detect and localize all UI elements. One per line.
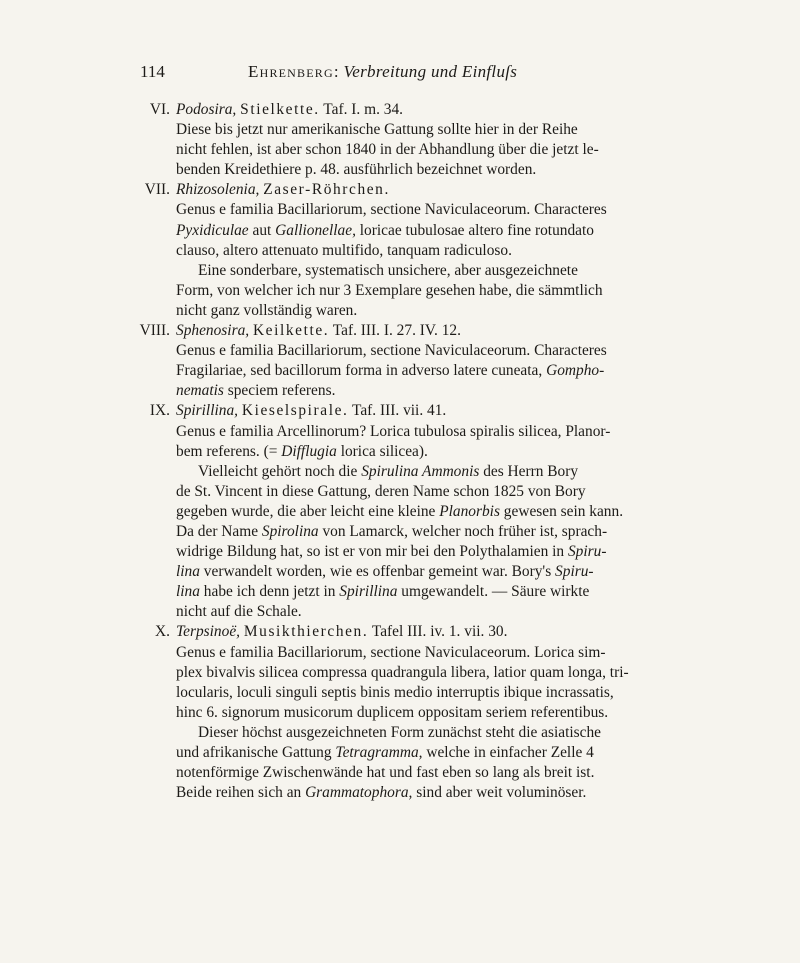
taxon-name: Spiru- [567, 543, 607, 561]
page-number: 114 [140, 62, 165, 81]
running-title [248, 62, 517, 82]
text-line [140, 723, 700, 743]
entry [140, 622, 700, 803]
taxon-name: Gompho- [546, 362, 605, 380]
text-line [140, 361, 700, 381]
taxon-name: Spirulina Ammonis [361, 462, 480, 480]
common-name: Zaser-Röhrchen. [263, 181, 390, 199]
header-colon: : [333, 62, 339, 81]
entry-heading [140, 622, 700, 642]
text-line [140, 763, 700, 783]
author-name: Ehrenberg [248, 62, 334, 81]
text-line [140, 301, 700, 321]
entry-number: IX. [149, 402, 170, 420]
taxon-name: Spirillina [339, 583, 398, 601]
entry-number: X. [155, 623, 170, 641]
taxon-name: Difflugia [281, 442, 337, 460]
text-segment: plex bivalvis silicea compressa quadrangula libera, latior quam longa, tri- [176, 663, 629, 681]
text-segment: nicht fehlen, ist aber schon 1840 in der Abhandlung über die jetzt le- [176, 141, 599, 159]
text-segment: Tafel III. iv. 1. vii. 30. [368, 623, 508, 641]
text-segment: loricae tubulosae altero fine rotundato [355, 221, 594, 239]
taxon-name: nematis [176, 382, 224, 400]
text-line [140, 442, 700, 462]
text-segment: von Lamarck, welcher noch früher ist, sprach- [318, 522, 608, 540]
text-segment: gegeben wurde, die aber leicht eine kleine [176, 502, 440, 520]
text-segment: habe ich denn jetzt in [199, 583, 340, 601]
text-segment: gewesen sein kann. [499, 502, 624, 520]
text-segment: Beide reihen sich an [176, 784, 306, 802]
common-name: Musikthierchen. [243, 623, 369, 641]
text-line [140, 562, 700, 582]
text-line [140, 482, 700, 502]
taxon-name: Spirolina [261, 522, 319, 540]
text-segment: sind aber weit voluminöser. [412, 784, 587, 802]
text-segment: nicht auf die Schale. [176, 603, 302, 621]
text-line [140, 221, 700, 241]
text-line [140, 783, 700, 803]
genus-name: Sphenosira, [176, 322, 250, 340]
text-segment: Taf. I. m. 34. [319, 101, 404, 118]
heading-text [140, 101, 403, 118]
entry-heading [140, 180, 700, 200]
genus-name: Spirillina, [176, 402, 238, 420]
genus-name: Terpsinoë, [176, 623, 240, 641]
text-line [140, 683, 700, 703]
text-line [140, 120, 700, 140]
text-segment: Genus e familia Bacillariorum, sectione Naviculaceorum. Characteres [176, 201, 607, 219]
running-header [140, 62, 700, 84]
entry-heading [140, 321, 700, 341]
text-segment: clauso, altero attenuato multifido, tanquam radiculoso. [176, 241, 512, 259]
text-line [140, 422, 700, 442]
taxon-name: Grammatophora, [305, 784, 413, 802]
entry [140, 100, 700, 180]
entry [140, 321, 700, 401]
text-segment: widrige Bildung hat, so ist er von mir bei den Polythalamien in [176, 543, 568, 561]
text-line [140, 663, 700, 683]
text-segment: lorica silicea). [336, 442, 428, 460]
genus-name: Podosira, [176, 101, 237, 118]
heading-text [140, 181, 390, 198]
entry [140, 180, 700, 321]
text-line [140, 261, 700, 281]
taxon-name: lina [176, 583, 200, 601]
text-segment: locularis, loculi singuli septis binis medio interruptis ibique incrassatis, [176, 683, 614, 701]
entry-heading [140, 401, 700, 421]
genus-name: Rhizosolenia, [176, 181, 260, 199]
text-segment: de St. Vincent in diese Gattung, deren Name schon 1825 von Bory [176, 482, 586, 500]
text-line [140, 602, 700, 622]
text-segment: Dieser höchst ausgezeichneten Form zunächst steht die asiatische [198, 723, 602, 741]
text-segment: verwandelt worden, wie es offenbar gemeint war. Bory's [199, 563, 556, 581]
text-segment: des Herrn Bory [479, 462, 579, 480]
text-line [140, 502, 700, 522]
text-segment: Genus e familia Bacillariorum, sectione Naviculaceorum. Lorica sim- [176, 643, 606, 661]
common-name: Keilkette. [252, 322, 330, 340]
entry-number: VII. [144, 181, 170, 199]
text-segment: hinc 6. signorum musicorum duplicem oppositam seriem referentibus. [176, 703, 609, 721]
entry-heading [140, 100, 700, 120]
text-segment: und afrikanische Gattung [176, 744, 336, 761]
text-line [140, 703, 700, 723]
text-segment: nicht ganz vollständig waren. [176, 301, 358, 319]
text-segment: Diese bis jetzt nur amerikanische Gattung sollte hier in der Reihe [176, 121, 578, 139]
text-segment: bem referens. (= [176, 442, 282, 460]
heading-text [140, 322, 461, 339]
text-segment: Fragilariae, sed bacillorum forma in adverso latere cuneata, [176, 362, 547, 380]
text-line [140, 542, 700, 562]
heading-text [140, 623, 507, 640]
text-segment: speciem referens. [223, 382, 336, 400]
common-name: Stielkette. [240, 101, 320, 118]
taxon-name: Pyxidiculae [176, 221, 249, 239]
text-line [140, 522, 700, 542]
text-line [140, 281, 700, 301]
text-line [140, 381, 700, 401]
taxon-name: Tetragramma, [335, 744, 423, 761]
taxon-name: Planorbis [439, 502, 500, 520]
taxon-name: lina [176, 563, 200, 581]
text-body [140, 100, 700, 803]
text-line [140, 462, 700, 482]
entry-number: VI. [149, 101, 170, 118]
text-segment: Vielleicht gehört noch die [198, 462, 362, 480]
common-name: Kieselspirale. [241, 402, 349, 420]
text-segment: Genus e familia Bacillariorum, sectione Naviculaceorum. Characteres [176, 342, 607, 360]
entry [140, 401, 700, 622]
text-segment: umgewandelt. — Säure wirkte [397, 583, 590, 601]
taxon-name: Spiru- [555, 563, 594, 581]
text-line [140, 341, 700, 361]
header-title: Verbreitung und Einfluſs [343, 62, 518, 81]
text-segment: Taf. III. I. 27. IV. 12. [329, 322, 461, 340]
heading-text [140, 402, 446, 419]
text-line [140, 241, 700, 261]
text-segment: Da der Name [176, 522, 262, 540]
text-segment: notenförmige Zwischenwände hat und fast eben so lang als breit ist. [176, 764, 595, 782]
text-segment: Form, von welcher ich nur 3 Exemplare gesehen habe, die sämmtlich [176, 281, 603, 299]
text-segment: Taf. III. vii. 41. [348, 402, 447, 420]
text-segment: aut [248, 221, 276, 239]
text-line [140, 200, 700, 220]
entry-number: VIII. [139, 322, 170, 340]
text-line [140, 582, 700, 602]
text-line [140, 140, 700, 160]
text-line [140, 743, 700, 763]
text-segment: welche in einfacher Zelle 4 [422, 744, 594, 761]
text-segment: benden Kreidethiere p. 48. ausführlich bezeichnet worden. [176, 161, 537, 179]
text-segment: Genus e familia Arcellinorum? Lorica tubulosa spiralis silicea, Planor- [176, 422, 611, 440]
text-line [140, 643, 700, 663]
text-segment: Eine sonderbare, systematisch unsichere, aber ausgezeichnete [198, 261, 578, 279]
taxon-name: Gallionellae, [275, 221, 356, 239]
text-line [140, 160, 700, 180]
